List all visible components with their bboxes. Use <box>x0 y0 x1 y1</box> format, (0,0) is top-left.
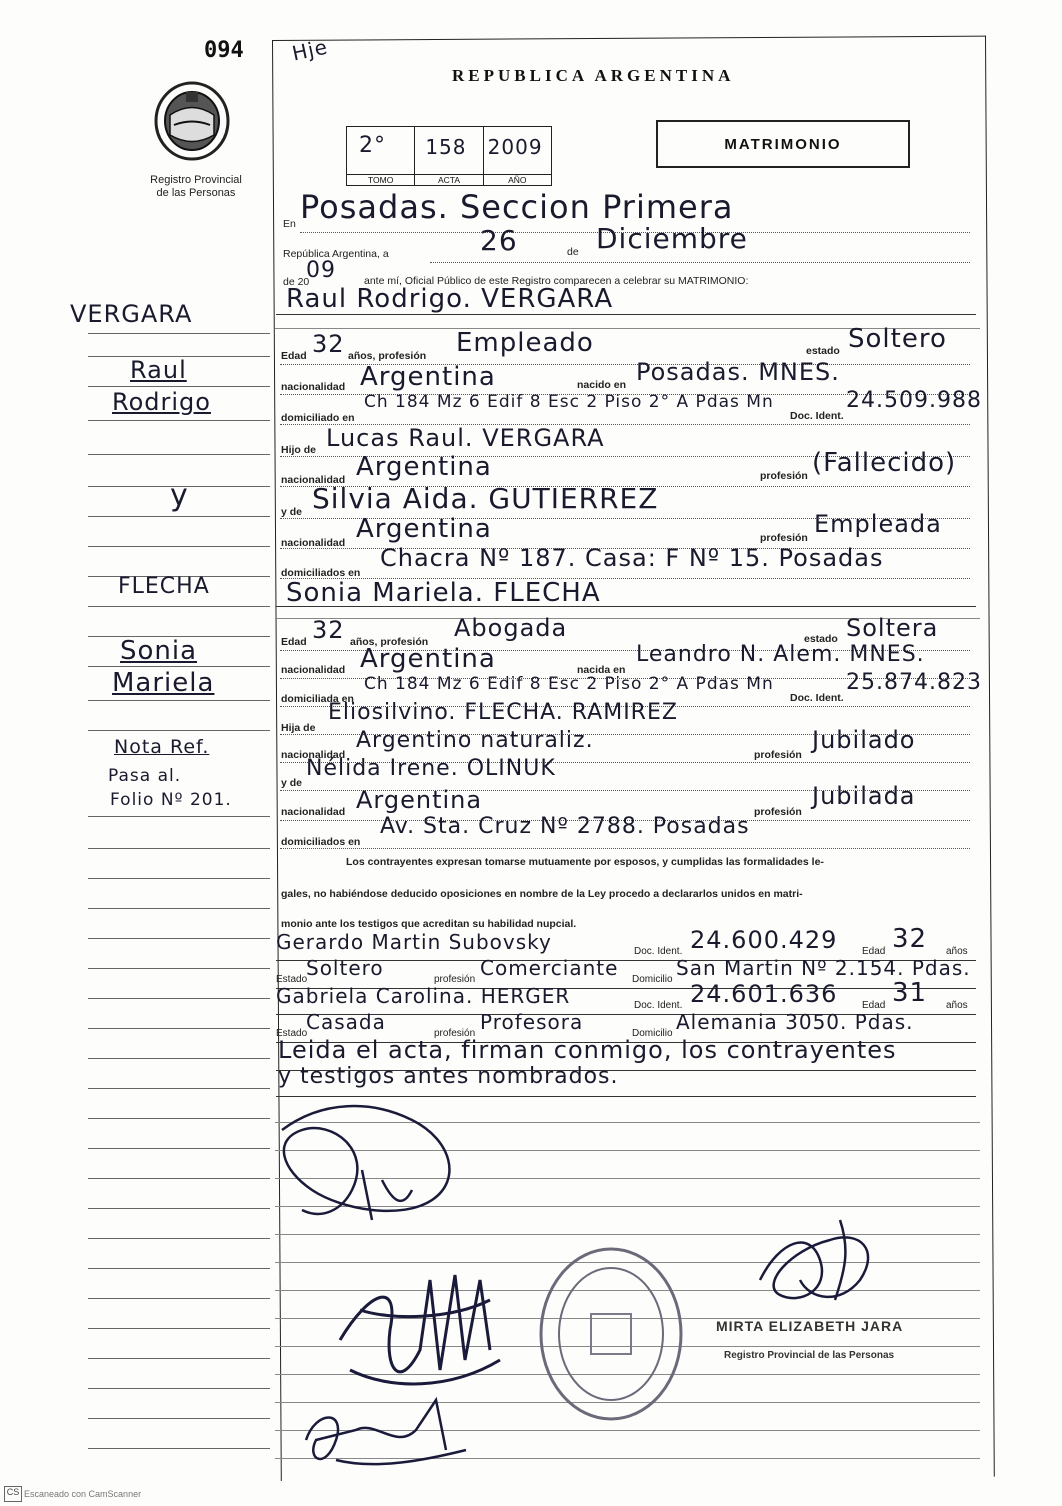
margin-given-groom-1: Raul <box>130 356 187 384</box>
nacionalidad-label-2: nacionalidad <box>281 474 346 486</box>
anos-profesion-label-2: años, profesión <box>350 636 429 648</box>
y-de-label-2: y de <box>281 777 303 789</box>
witness1-age: 32 <box>892 924 928 954</box>
margin-rule <box>88 1238 270 1239</box>
bride-father-profession: Jubilado <box>812 726 916 754</box>
margin-rule <box>88 516 270 517</box>
tomo-cell <box>347 127 415 185</box>
camscanner-logo-icon: CS <box>4 1486 22 1502</box>
margin-rule <box>88 454 270 455</box>
margin-note-1: Nota Ref. <box>114 736 210 758</box>
groom-parents-address: Chacra Nº 187. Casa: F Nº 15. Posadas <box>380 544 884 572</box>
margin-rule <box>88 730 270 731</box>
statement-line-3: monio ante los testigos que acreditan su habilidad nupcial. <box>281 918 577 930</box>
margin-rule <box>88 1388 270 1389</box>
ante-mi-text: ante mí, Oficial Público de este Registro comparecen a celebrar su MATRIMONIO: <box>364 275 749 287</box>
margin-rule <box>88 386 270 387</box>
ano-cell <box>484 127 551 185</box>
witness2-status: Casada <box>306 1010 386 1034</box>
hijo-de-label: Hijo de <box>281 444 317 456</box>
domiciliados-label: domiciliados en <box>281 567 361 579</box>
line <box>280 846 970 849</box>
margin-conjunction: y <box>170 478 189 513</box>
bride-father: Eliosilvino. FLECHA. RAMIREZ <box>328 700 678 725</box>
witness1-doc: 24.600.429 <box>690 926 838 954</box>
domiciliada-label: domiciliada en <box>281 693 354 705</box>
profesion-label-2: profesión <box>760 532 808 544</box>
officer-stamp-registry: Registro Provincial de las Personas <box>724 1350 895 1361</box>
doc-ident-label-2: Doc. Ident. <box>790 692 844 704</box>
margin-given-bride-1: Sonia <box>120 636 198 666</box>
margin-rule <box>88 1268 270 1269</box>
bride-nationality: Argentina <box>360 644 496 674</box>
ano-label: AÑO <box>484 174 551 185</box>
w2-domicilio-label: Domicilio <box>632 1028 673 1039</box>
margin-rule <box>88 1028 270 1029</box>
officer-stamp-name: MIRTA ELIZABETH JARA <box>716 1318 904 1334</box>
margin-rule <box>88 1448 270 1449</box>
groom-nationality: Argentina <box>360 362 496 392</box>
nacionalidad-label: nacionalidad <box>281 381 346 393</box>
day-value: 26 <box>480 224 518 257</box>
bride-civil-status: Soltera <box>846 614 939 642</box>
y-de-label: y de <box>281 506 303 518</box>
statement-line-1: Los contrayentes expresan tomarse mutuamente por esposos, y cumplidas las formalidades le- <box>346 856 824 868</box>
nacionalidad-label-4: nacionalidad <box>281 664 346 676</box>
tomo-value: 2° <box>359 133 386 158</box>
margin-rule <box>88 1358 270 1359</box>
w1-profesion-label: profesión <box>434 974 476 985</box>
bride-address: Ch 184 Mz 6 Edif 8 Esc 2 Piso 2° A Pdas Mn <box>364 674 774 694</box>
margin-rule <box>88 938 270 939</box>
margin-rule <box>88 1148 270 1149</box>
scanner-footer: Escaneado con CamScanner <box>24 1489 142 1499</box>
margin-given-bride-2: Mariela <box>112 668 215 698</box>
ano-value: 2009 <box>487 135 543 159</box>
margin-rule <box>88 1418 270 1419</box>
record-number-box <box>346 126 552 186</box>
year-value: 09 <box>306 258 336 283</box>
groom-civil-status: Soltero <box>848 324 947 354</box>
groom-mother-profession: Empleada <box>814 510 942 538</box>
witness2-profession: Profesora <box>480 1010 584 1034</box>
doc-ident-label: Doc. Ident. <box>790 410 844 422</box>
groom-father: Lucas Raul. VERGARA <box>326 424 605 452</box>
groom-profession: Empleado <box>456 328 594 358</box>
margin-rule <box>88 908 270 909</box>
bride-name-line <box>276 604 976 607</box>
bride-mother-nationality: Argentina <box>356 786 483 814</box>
nacido-en-label: nacido en <box>577 379 627 391</box>
bride-doc: 25.874.823 <box>846 670 982 695</box>
groom-full-name: Raul Rodrigo. VERGARA <box>286 284 614 314</box>
acta-label: ACTA <box>415 174 482 185</box>
margin-rule <box>88 1058 270 1059</box>
margin-note-2: Pasa al. <box>108 766 182 786</box>
closing-line-1: Leida el acta, firman conmigo, los contrayentes <box>278 1036 897 1064</box>
groom-mother: Silvia Aida. GUTIERREZ <box>312 482 659 515</box>
registry-name: Registro Provincial de las Personas <box>150 174 242 199</box>
w2-doc-label: Doc. Ident. <box>634 1000 683 1011</box>
margin-rule <box>88 1118 270 1119</box>
margin-rule <box>88 700 270 701</box>
bride-age: 32 <box>312 616 345 644</box>
margin-note-3: Folio Nº 201. <box>110 790 232 810</box>
groom-birthplace: Posadas. MNES. <box>636 358 840 386</box>
nacionalidad-label-6: nacionalidad <box>281 806 346 818</box>
profesion-label-3: profesión <box>754 749 802 761</box>
bride-profession: Abogada <box>454 614 568 642</box>
witness1-profession: Comerciante <box>480 956 619 980</box>
witness2-age: 31 <box>892 978 928 1008</box>
signature-witness <box>296 1380 476 1480</box>
acta-cell <box>415 127 483 185</box>
margin-rule <box>88 420 270 421</box>
profesion-label: profesión <box>760 470 808 482</box>
nacionalidad-label-5: nacionalidad <box>281 749 346 761</box>
witness2-address: Alemania 3050. Pdas. <box>676 1010 914 1034</box>
witness2-name: Gabriela Carolina. HERGER <box>276 984 571 1008</box>
bride-mother-profession: Jubilada <box>812 782 916 810</box>
groom-father-profession: (Fallecido) <box>812 448 957 478</box>
acta-value: 158 <box>425 135 467 159</box>
doc-type-box: MATRIMONIO <box>656 120 910 168</box>
margin-rule <box>88 816 270 817</box>
bride-parents-address: Av. Sta. Cruz Nº 2788. Posadas <box>380 814 750 839</box>
bride-full-name: Sonia Mariela. FLECHA <box>286 578 601 608</box>
closing-line-2: y testigos antes nombrados. <box>278 1064 619 1089</box>
anos-profesion-label: años, profesión <box>348 350 427 362</box>
margin-rule <box>88 1088 270 1089</box>
profesion-label-4: profesión <box>754 806 802 818</box>
margin-rule <box>88 968 270 969</box>
w1-age-label: Edad <box>862 946 886 957</box>
page-number: 094 <box>204 38 244 63</box>
groom-doc: 24.509.988 <box>846 388 982 413</box>
nacida-en-label: nacida en <box>577 664 626 676</box>
bride-mother: Nélida Irene. OLINUK <box>306 756 556 781</box>
w2-anos-label: años <box>946 1000 968 1011</box>
groom-father-nationality: Argentina <box>356 452 492 482</box>
w2-profesion-label: profesión <box>434 1028 476 1039</box>
corner-note: Hje <box>289 34 331 66</box>
w2-estado-label: Estado <box>276 1028 308 1039</box>
groom-mother-nationality: Argentina <box>356 514 492 544</box>
signature-officer <box>740 1210 890 1320</box>
en-label: En <box>283 218 296 230</box>
hija-de-label: Hija de <box>281 722 316 734</box>
bride-father-nationality: Argentino naturaliz. <box>356 728 594 753</box>
month-value: Diciembre <box>596 222 748 255</box>
w1-domicilio-label: Domicilio <box>632 974 673 985</box>
nacionalidad-label-3: nacionalidad <box>281 537 346 549</box>
margin-rule <box>88 878 270 879</box>
de20-label: de 20 <box>283 276 310 288</box>
margin-rule <box>88 1178 270 1179</box>
margin-rule <box>88 546 270 547</box>
groom-address: Ch 184 Mz 6 Edif 8 Esc 2 Piso 2° A Pdas Mn <box>364 392 774 412</box>
de-label: de <box>567 246 579 258</box>
edad-label-2: Edad <box>281 636 307 648</box>
bride-birthplace: Leandro N. Alem. MNES. <box>636 642 925 667</box>
witness1-name: Gerardo Martin Subovsky <box>276 930 552 954</box>
tomo-label: TOMO <box>347 174 414 185</box>
margin-rule <box>88 606 270 607</box>
country-title: REPUBLICA ARGENTINA <box>452 66 735 85</box>
date-line <box>430 258 970 263</box>
groom-age: 32 <box>312 330 345 358</box>
signature-groom <box>262 1090 482 1230</box>
republica-label: República Argentina, a <box>283 248 389 260</box>
witness2-doc: 24.601.636 <box>690 980 838 1008</box>
w2-age-label: Edad <box>862 1000 886 1011</box>
margin-surname-groom: VERGARA <box>70 300 193 328</box>
place-value: Posadas. Seccion Primera <box>300 188 734 226</box>
domiciliado-label: domiciliado en <box>281 412 355 424</box>
margin-rule <box>88 848 270 849</box>
w1-doc-label: Doc. Ident. <box>634 946 683 957</box>
margin-rule <box>88 1208 270 1209</box>
estado-label: estado <box>806 345 840 357</box>
margin-rule <box>88 1328 270 1329</box>
margin-rule <box>88 666 270 667</box>
estado-label-2: estado <box>804 633 838 645</box>
witness1-status: Soltero <box>306 956 384 980</box>
w1-estado-label: Estado <box>276 974 308 985</box>
margin-given-groom-2: Rodrigo <box>112 388 211 416</box>
edad-label: Edad <box>281 350 307 362</box>
witness1-address: San Martin Nº 2.154. Pdas. <box>676 956 971 980</box>
domiciliados-label-2: domiciliados en <box>281 836 361 848</box>
provincial-seal-icon <box>152 80 232 162</box>
statement-line-2: gales, no habiéndose deducido oposiciones en nombre de la Ley procedo a declararlos unidos en matri- <box>281 888 803 900</box>
margin-rule <box>88 998 270 999</box>
w1-anos-label: años <box>946 946 968 957</box>
margin-rule <box>88 1298 270 1299</box>
margin-rule <box>88 333 270 334</box>
official-stamp-icon <box>536 1244 686 1424</box>
margin-surname-bride: FLECHA <box>118 574 210 599</box>
